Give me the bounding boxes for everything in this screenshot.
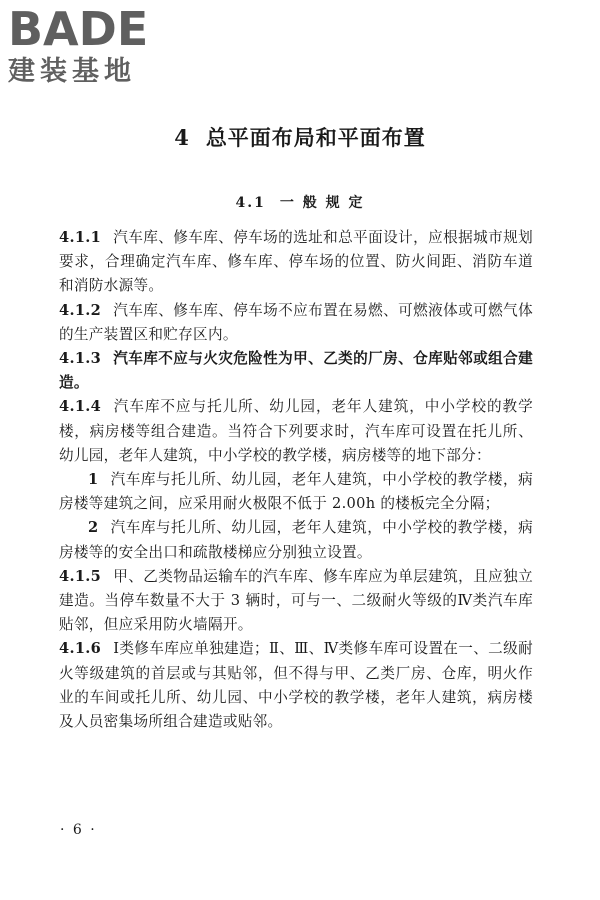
chapter-title [0, 122, 600, 152]
clause-list [59, 226, 533, 734]
clause-code: 4.1.6 [59, 640, 102, 658]
chapter-number: 4 [174, 125, 190, 150]
item-number: 2 [88, 519, 99, 537]
clause-text: 甲、乙类物品运输车的汽车库、修车库应为单层建筑，且应独立建造。当停车数量不大于 3 辆时，可与一、二级耐火等级的Ⅳ类汽车库贴邻，但应采用防火墙隔开。 [59, 567, 533, 634]
clause-text: 汽车库、修车库、停车场不应布置在易燃、可燃液体或可燃气体的生产装置区和贮存区内。 [59, 301, 533, 343]
brand-logo [8, 2, 178, 92]
clause-code: 4.1.5 [59, 567, 102, 585]
item-text: 汽车库与托儿所、幼儿园，老年人建筑，中小学校的教学楼，病房楼等的安全出口和疏散楼梯应分别独立设置。 [59, 519, 533, 561]
clause-text: 汽车库不应与火灾危险性为甲、乙类的厂房、仓库贴邻或组合建造。 [59, 350, 533, 392]
chapter-title-text: 总平面布局和平面布置 [205, 125, 426, 150]
clause-4-1-5 [59, 565, 533, 638]
clause-text: 汽车库不应与托儿所、幼儿园，老年人建筑，中小学校的教学楼，病房楼等组合建造。当符合下列要求时，汽车库可设置在托儿所、幼儿园，老年人建筑，中小学校的教学楼，病房楼等的地下部分： [59, 398, 533, 464]
clause-code: 4.1.4 [59, 398, 102, 416]
clause-4-1-4-item-1 [59, 468, 533, 516]
section-title-text: 一 般 规 定 [279, 195, 365, 211]
logo-subtitle: 建装基地 [8, 56, 136, 87]
clause-4-1-3 [59, 347, 533, 395]
item-number: 1 [88, 471, 99, 489]
logo-brand-text: BADE [8, 2, 149, 56]
clause-4-1-4-item-2 [59, 516, 533, 564]
clause-4-1-1 [59, 226, 533, 299]
section-number: 4.1 [235, 195, 266, 211]
clause-4-1-6 [59, 637, 533, 734]
item-text: 汽车库与托儿所、幼儿园，老年人建筑，中小学校的教学楼，病房楼等建筑之间，应采用耐火极限不低于 2.00h 的楼板完全分隔； [59, 471, 533, 513]
clause-text: Ⅰ类修车库应单独建造；Ⅱ、Ⅲ、Ⅳ类修车库可设置在一、二级耐火等级建筑的首层或与其贴邻，但不得与甲、乙类厂房、仓库，明火作业的车间或托儿所、幼儿园、中小学校的教学楼，老年人建筑，病房楼及人员密集场所组合建造或贴邻。 [59, 640, 533, 731]
clause-4-1-4 [59, 395, 533, 468]
clause-text: 汽车库、修车库、停车场的选址和总平面设计，应根据城市规划要求，合理确定汽车库、修车库、停车场的位置、防火间距、消防车道和消防水源等。 [59, 229, 533, 295]
clause-code: 4.1.2 [59, 301, 102, 319]
page-number: · 6 · [60, 822, 97, 838]
section-title [0, 192, 600, 212]
clause-code: 4.1.1 [59, 229, 102, 246]
clause-code: 4.1.3 [59, 350, 102, 368]
clause-4-1-2 [59, 299, 533, 347]
